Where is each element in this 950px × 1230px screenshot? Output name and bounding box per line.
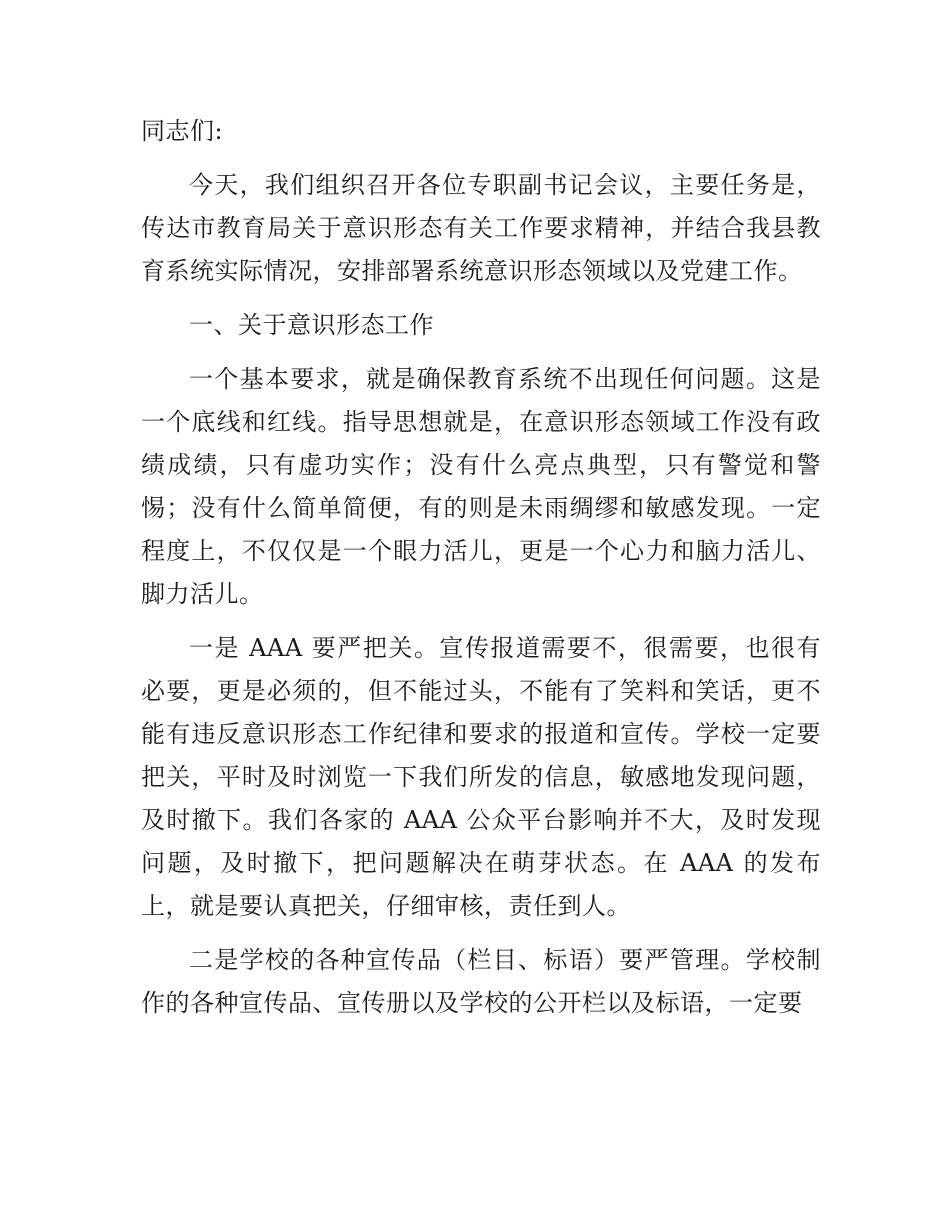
paragraph-point-one: 一是 AAA 要严把关。宣传报道需要不，很需要，也很有必要，更是必须的，但不能过头，不能有了笑料和笑话，更不能有违反意识形态工作纪律和要求的报道和宣传。学校一定要把关，平时及时浏览一下我们所发的信息，敏感地发现问题，及时撤下。我们各家的 AAA 公众平台影响并不大，及时发现问题，及时撤下，把问题解决在萌芽状态。在 AAA 的发布上，就是要认真把关，仔细审核，责任到人。 [141,634,821,920]
paragraph-intro: 今天，我们组织召开各位专职副书记会议，主要任务是，传达市教育局关于意识形态有关工作要求精神，并结合我县教育系统实际情况，安排部署系统意识形态领域以及党建工作。 [141,171,821,285]
document-body [141,110,821,1036]
greeting: 同志们: [141,117,224,145]
section-heading: 一、关于意识形态工作 [189,311,434,339]
paragraph-point-two: 二是学校的各种宣传品（栏目、标语）要严管理。学校制作的各种宣传品、宣传册以及学校的公开栏以及标语，一定要 [141,946,821,1017]
paragraph-basic-requirement: 一个基本要求，就是确保教育系统不出现任何问题。这是一个底线和红线。指导思想就是，在意识形态领域工作没有政绩成绩，只有虚功实作；没有什么亮点典型，只有警觉和警惕；没有什么简单简便，有的则是未雨绸缪和敏感发现。一定程度上，不仅仅是一个眼力活儿，更是一个心力和脑力活儿、脚力活儿。 [141,365,821,608]
